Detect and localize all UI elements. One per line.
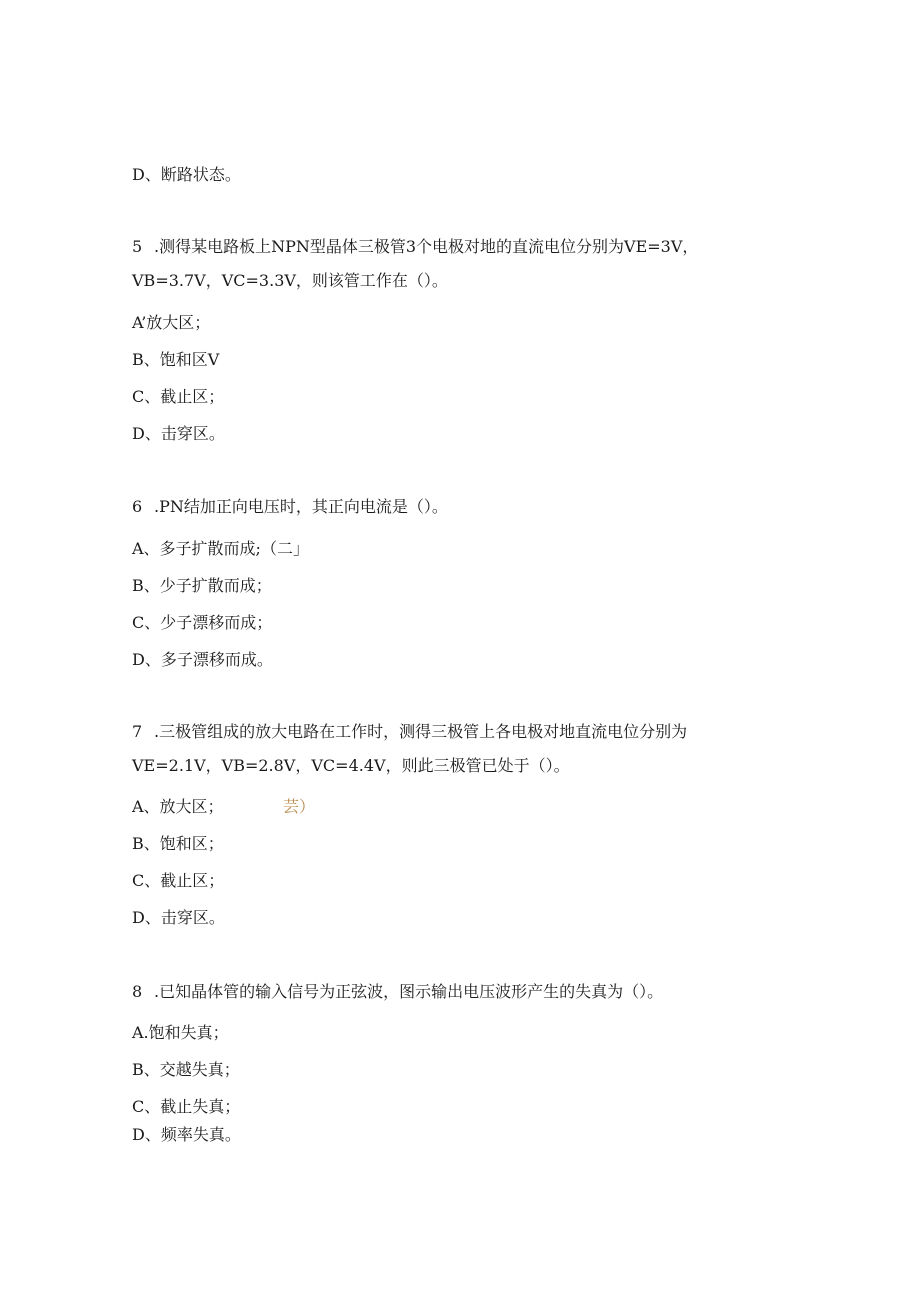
question-7-line-2: VE=2.1V，VB=2.8V，VC=4.4V，则此三极管已处于（）。 [132,756,570,775]
question-5-option-b: B、饱和区V [132,350,220,369]
question-7-option-b: B、饱和区； [132,834,224,853]
question-5-option-c: C、截止区； [132,387,225,406]
question-7-option-d: D、击穿区。 [132,908,225,927]
question-5-option-d: D、击穿区。 [132,424,225,443]
question-text: .已知晶体管的输入信号为正弦波，图示输出电压波形产生的失真为（）。 [154,982,664,1001]
question-text: .三极管组成的放大电路在工作时，测得三极管上各电极对地直流电位分别为 [154,722,688,741]
handwritten-note: 芸） [283,797,316,816]
question-8-option-a: A.饱和失真； [132,1023,229,1042]
question-7-option-c: C、截止区； [132,871,225,890]
question-number: 8 [132,982,143,1001]
question-6-option-d: D、多子漂移而成。 [132,650,273,669]
question-number: 6 [132,497,143,516]
question-8-option-d: D、频率失真。 [132,1125,241,1144]
question-7-line-1 [132,722,687,742]
question-text: .PN结加正向电压时，其正向电流是（）。 [154,497,448,516]
question-6-option-a: A、多子扩散而成;（二」 [132,539,309,558]
question-8-option-c: C、截止失真； [132,1097,241,1116]
question-text: .测得某电路板上NPN型晶体三极管3个电极对地的直流电位分别为VE=3V， [154,237,699,256]
question-5-line-2: VB=3.7V，VC=3.3V，则该管工作在（）。 [132,271,448,290]
question-5-line-1 [132,237,698,257]
question-number: 7 [132,722,143,741]
option-d-prev: D、断路状态。 [132,165,241,184]
question-7-option-a: A、放大区； [132,797,224,816]
question-6-line-1 [132,497,448,517]
question-number: 5 [132,237,143,256]
question-5-option-a: A’放大区； [132,313,211,332]
question-8-line-1 [132,982,663,1002]
question-8-option-b: B、交越失真； [132,1060,240,1079]
question-6-option-b: B、少子扩散而成； [132,576,272,595]
question-6-option-c: C、少子漂移而成； [132,613,273,632]
